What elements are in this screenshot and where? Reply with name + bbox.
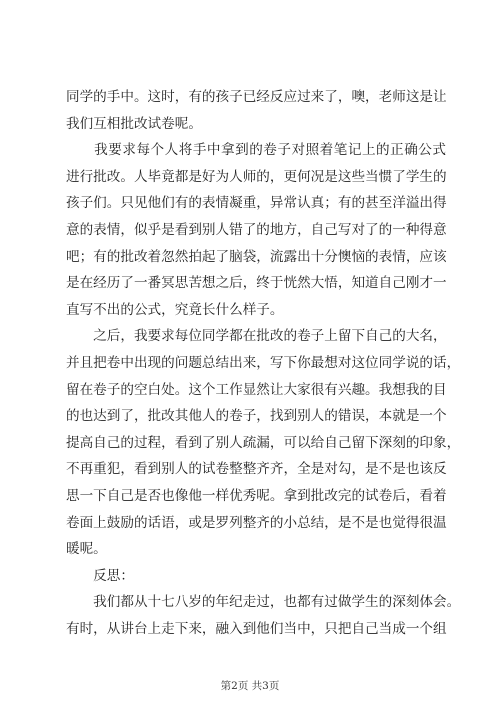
text-line: 不再重犯，看到别人的试卷整整齐齐，全是对勾，是不是也该反: [66, 461, 447, 478]
text-line: 进行批改。人毕竟都是好为人师的，更何况是这些当惯了学生的: [66, 168, 447, 185]
text-line: 我们都从十七八岁的年纪走过，也都有过做学生的深刻体会。: [66, 594, 461, 611]
text-line: 有时，从讲台上走下来，融入到他们当中，只把自己当成一个组: [66, 620, 447, 637]
text-line: 反思：: [66, 567, 134, 584]
text-line: 意的表情，似乎是看到别人错了的地方，自己写对了的一种得意: [66, 221, 447, 238]
text-line: 提高自己的过程，看到了别人疏漏，可以给自己留下深刻的印象，: [66, 434, 461, 451]
page-footer: 第2页 共3页: [220, 680, 280, 692]
text-line: 孩子们。只见他们有的表情凝重，异常认真；有的甚至洋溢出得: [66, 195, 447, 212]
text-line: 之后，我要求每位同学都在批改的卷子上留下自己的大名，: [66, 328, 447, 345]
document-body: [66, 84, 461, 642]
text-line: 暖呢。: [66, 541, 107, 558]
text-line: 留在卷子的空白处。这个工作显然让大家很有兴趣。我想我的目: [66, 381, 447, 398]
text-line: 同学的手中。这时，有的孩子已经反应过来了，噢，老师这是让: [66, 89, 447, 105]
text-line: 思一下自己是否也像他一样优秀呢。拿到批改完的试卷后，看着: [66, 487, 447, 504]
text-line: 直写不出的公式，究竟长什么样子。: [66, 301, 284, 318]
text-line: 并且把卷中出现的问题总结出来，写下你最想对这位同学说的话，: [66, 354, 461, 371]
text-line: 卷面上鼓励的话语，或是罗列整齐的小总结，是不是也觉得很温: [66, 514, 447, 531]
text-line: 吧；有的批改着忽然拍起了脑袋，流露出十分懊恼的表情，应该: [66, 248, 447, 265]
text-line: 的也达到了，批改其他人的卷子，找到别人的错误，本就是一个: [66, 408, 447, 425]
text-line: 我要求每个人将手中拿到的卷子对照着笔记上的正确公式: [66, 142, 446, 159]
text-line: 是在经历了一番冥思苦想之后，终于恍然大悟，知道自己刚才一: [66, 275, 447, 292]
text-line: 我们互相批改试卷呢。: [66, 115, 202, 132]
